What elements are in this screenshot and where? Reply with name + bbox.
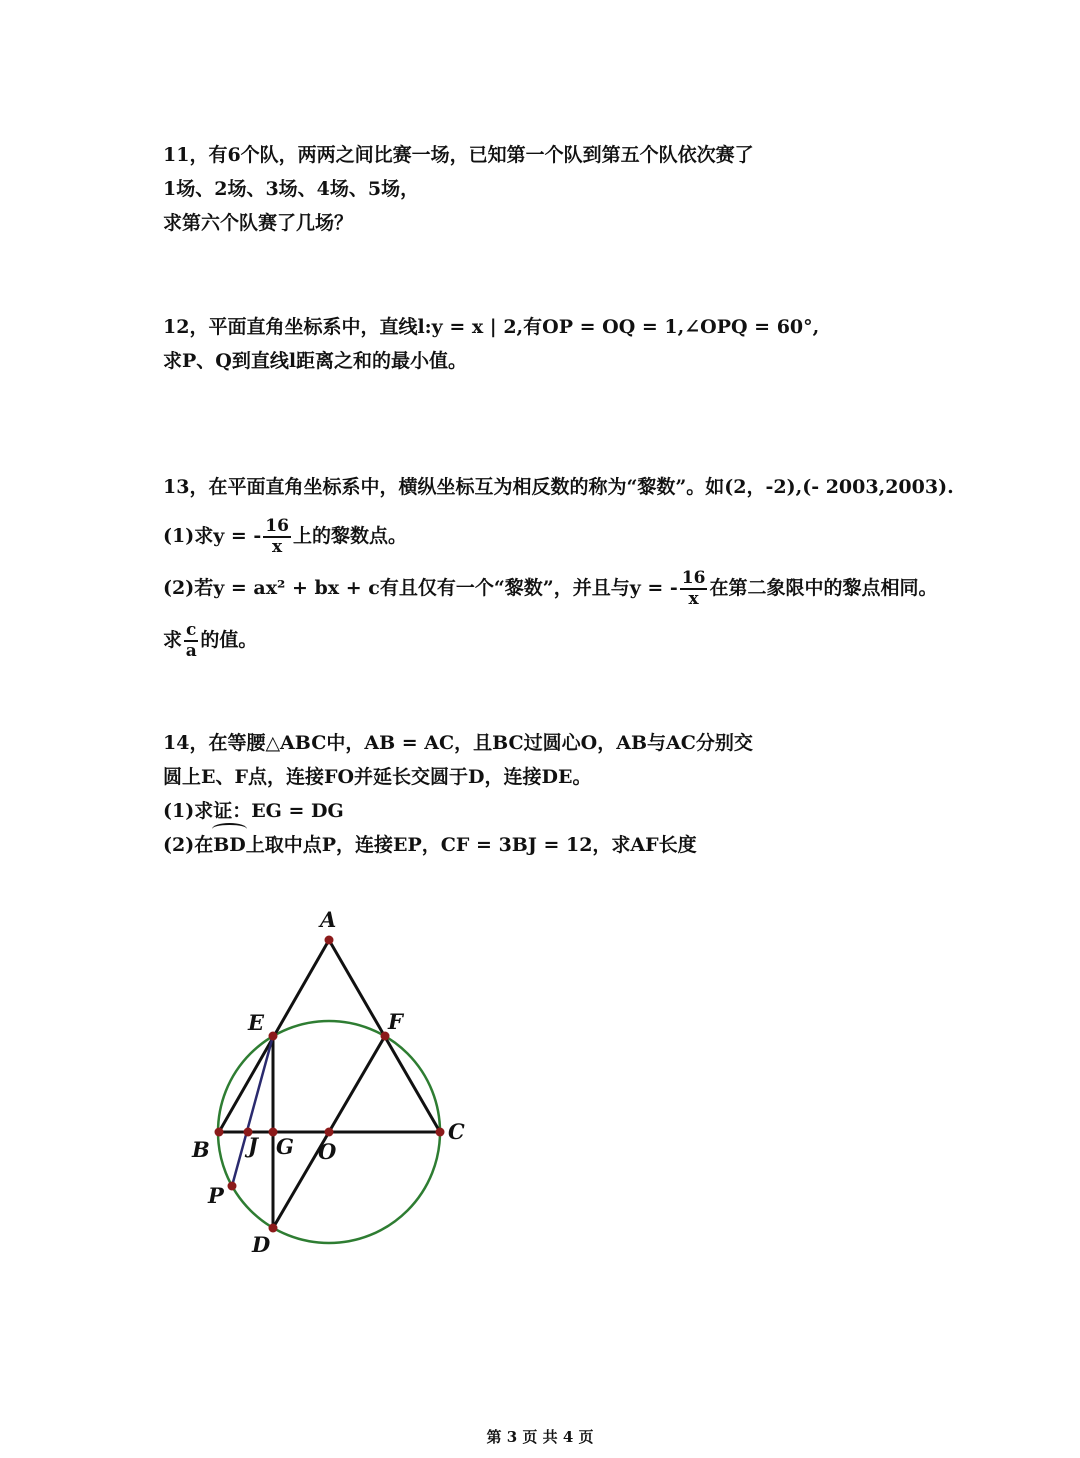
- line-4-prefix: (2)在: [163, 834, 214, 856]
- label-c: C: [448, 1119, 465, 1144]
- label-o: O: [318, 1139, 337, 1164]
- question-14-line-1: 14，在等腰△ABC中，AB = AC，且BC过圆心O，AB与AC分别交: [163, 732, 753, 754]
- part-3-suffix: 的值。: [200, 629, 258, 651]
- part-2-suffix: 在第二象限中的黎点相同。: [709, 577, 938, 599]
- geometry-figure: [180, 895, 480, 1265]
- label-f: F: [388, 1009, 403, 1034]
- label-d: D: [252, 1232, 271, 1257]
- point-e: [269, 1032, 278, 1041]
- part-3-prefix: 求: [163, 629, 183, 651]
- fraction-c-over-a: [184, 622, 198, 660]
- fraction-denominator: x: [272, 537, 283, 557]
- segment-ep: [232, 1036, 273, 1186]
- point-p: [228, 1182, 237, 1191]
- arc-bd: BD: [213, 828, 246, 862]
- point-b: [215, 1128, 224, 1137]
- question-11-line-1: 11，有6个队，两两之间比赛一场，已知第一个队到第五个队依次赛了: [163, 144, 754, 166]
- fraction-denominator: a: [185, 641, 197, 661]
- points: [215, 936, 445, 1233]
- point-c: [436, 1128, 445, 1137]
- fraction-denominator: x: [688, 589, 699, 609]
- question-13: [163, 470, 954, 660]
- label-b: B: [192, 1137, 210, 1162]
- question-13-part-2: [163, 570, 954, 608]
- line-4-suffix: 上取中点P，连接EP，CF = 3BJ = 12，求AF长度: [245, 834, 697, 856]
- fraction-numerator: c: [186, 620, 197, 640]
- question-12-line-1: 12，平面直角坐标系中，直线l:y = x | 2,有OP = OQ = 1,∠OPQ = 60°,: [163, 316, 820, 338]
- question-13-part-3: [163, 622, 954, 660]
- part-1-prefix: (1)求y = -: [163, 525, 262, 547]
- question-12-line-2: 求P、Q到直线l距离之和的最小值。: [163, 350, 468, 372]
- point-a: [325, 936, 334, 945]
- question-13-line-1: 13，在平面直角坐标系中，横纵坐标互为相反数的称为“黎数”。如(2，-2),(- 2003,2003).: [163, 476, 954, 498]
- label-g: G: [276, 1134, 294, 1159]
- label-j: J: [248, 1133, 258, 1158]
- question-14-line-4: [163, 828, 753, 862]
- label-a: A: [320, 907, 337, 932]
- fraction-16-over-x: [263, 518, 291, 556]
- page-footer: 第 3 页 共 4 页: [486, 1428, 594, 1446]
- question-13-part-1: [163, 518, 954, 556]
- fraction-numerator: 16: [265, 516, 289, 536]
- question-14-line-2: 圆上E、F点，连接FO并延长交圆于D，连接DE。: [163, 766, 592, 788]
- question-11-line-2: 1场、2场、3场、4场、5场，: [163, 178, 420, 200]
- question-14-line-3: (1)求证：EG = DG: [163, 800, 344, 822]
- question-14: [163, 726, 753, 862]
- point-o: [325, 1128, 334, 1137]
- fraction-numerator: 16: [681, 568, 706, 588]
- fraction-16-over-x: [680, 570, 708, 608]
- part-2-prefix: (2)若y = ax² + bx + c有且仅有一个“黎数”，并且与y = -: [163, 577, 678, 599]
- question-12: [163, 310, 819, 378]
- question-11: [163, 138, 754, 240]
- label-p: P: [208, 1183, 224, 1208]
- label-e: E: [248, 1010, 265, 1035]
- part-1-suffix: 上的黎数点。: [292, 525, 407, 547]
- question-11-line-3: 求第六个队赛了几场？: [163, 212, 354, 234]
